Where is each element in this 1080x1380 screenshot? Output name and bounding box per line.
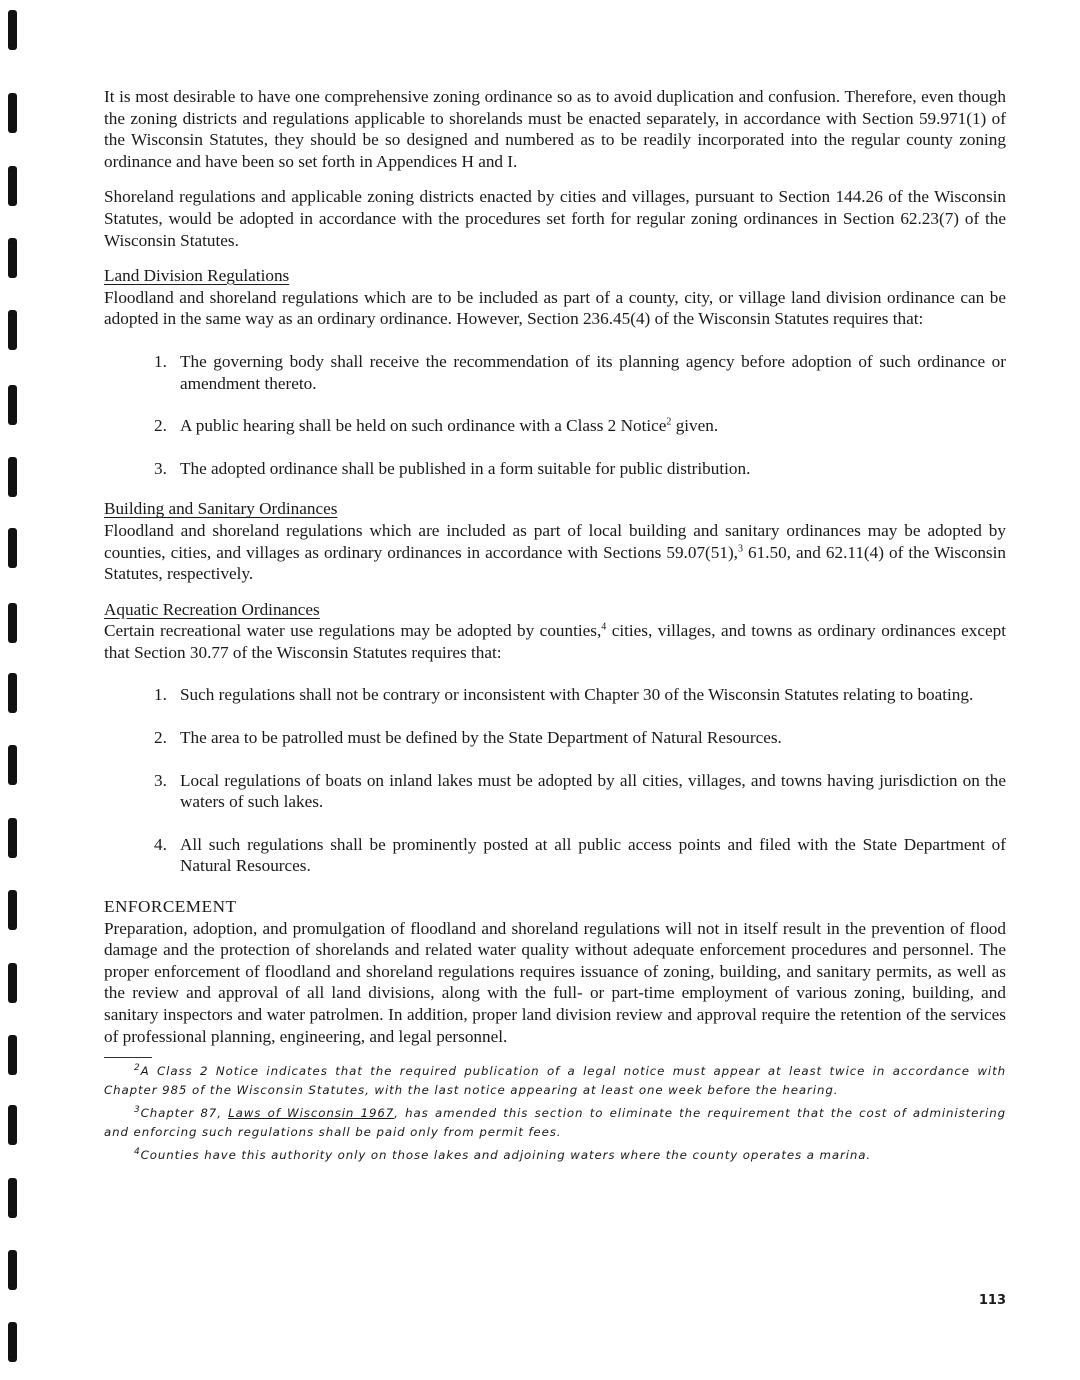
footnote-mark: 3 — [134, 1105, 141, 1116]
footnote-text: , has amended this section to eliminate the requirement that the cost of administering and enforcing such regulations shall be paid only from permit fees. — [104, 1106, 1006, 1140]
list-item — [104, 351, 1006, 394]
footnote — [104, 1104, 1006, 1142]
binding-hole — [8, 1035, 17, 1075]
binding-hole — [8, 673, 17, 713]
binding-hole — [8, 818, 17, 858]
page-number: 113 — [978, 1293, 1006, 1308]
list-text: Such regulations shall not be contrary or inconsistent with Chapter 30 of the Wisconsin Statutes relating to boating. — [180, 685, 974, 705]
list-item — [104, 684, 1006, 706]
aquatic-recreation-section — [104, 599, 1006, 877]
list-text: The area to be patrolled must be defined by the State Department of Natural Resources. — [180, 728, 782, 748]
list-item — [104, 415, 1006, 437]
footnote-ref: 3 — [737, 542, 743, 554]
binding-hole — [8, 310, 17, 350]
list-item — [104, 458, 1006, 480]
building-sanitary-section — [104, 498, 1006, 584]
list-text: Local regulations of boats on inland lakes must be adopted by all cities, villages, and towns having jurisdiction on the waters of such lakes. — [180, 770, 1006, 812]
intro-paragraph: Shoreland regulations and applicable zoning districts enacted by cities and villages, pursuant to Section 144.26 of the Wisconsin Statutes, would be adopted in accordance with the procedures set forth for regular zoning ordinances in Section 62.23(7) of the Wisconsin Statutes. — [104, 187, 1006, 250]
list-number: 2. — [154, 728, 167, 748]
list-number: 4. — [154, 834, 167, 854]
footnote — [104, 1146, 1006, 1165]
requirement-list — [104, 351, 1006, 479]
body-text: 61.50, and 62.11(4) of the Wisconsin Statutes, respectively. — [104, 542, 1006, 584]
intro-paragraph: It is most desirable to have one comprehensive zoning ordinance so as to avoid duplication and confusion. Therefore, even though the zoning districts and regulations applicable to shorelands must be enacted separately, in accordance with Section 59.971(1) of the Wisconsin Statutes, they should be so designed and numbered as to be readily incorporated into the regular county zoning ordinance and have been so set forth in Appendices H and I. — [104, 87, 1006, 171]
section-body — [104, 520, 1006, 585]
list-number: 1. — [154, 351, 167, 371]
list-number: 3. — [154, 770, 167, 790]
binding-hole — [8, 1105, 17, 1145]
body-text: Floodland and shoreland regulations which are included as part of local building and sanitary ordinances may be adopted by counties, cities, and villages as ordinary ordinances in accordance with Sections 59.07(51), — [104, 520, 1006, 562]
list-number: 1. — [154, 685, 167, 705]
section-heading: ENFORCEMENT — [104, 897, 237, 917]
section-heading: Building and Sanitary Ordinances — [104, 499, 338, 519]
binding-holes — [0, 0, 40, 1380]
footnote-ref: 2 — [666, 416, 672, 428]
list-text: The governing body shall receive the recommendation of its planning agency before adoption of such ordinance or amendment thereto. — [180, 351, 1006, 393]
binding-hole — [8, 1250, 17, 1290]
list-item — [104, 770, 1006, 813]
section-body — [104, 620, 1006, 663]
binding-hole — [8, 963, 17, 1003]
section-heading: Land Division Regulations — [104, 266, 290, 286]
binding-hole — [8, 890, 17, 930]
list-text: The adopted ordinance shall be published in a form suitable for public distribution. — [180, 458, 751, 478]
footnote — [104, 1062, 1006, 1100]
section-body: Preparation, adoption, and promulgation of floodland and shoreland regulations will not in itself result in the prevention of flood damage and the protection of shorelands and related water quality without adequate enforcement procedures and personnel. The proper enforcement of floodland and shoreland regulations requires issuance of zoning, building, and sanitary permits, as well as the review and approval of all land divisions, along with the full- or part-time employment of various zoning, building, and sanitary inspectors and water patrolmen. In addition, proper land division review and approval require the retention of the services of professional planning, engineering, and legal personnel. — [104, 918, 1006, 1046]
footnote-mark: 2 — [134, 1063, 141, 1074]
footnote-text: Chapter 87, — [140, 1106, 229, 1121]
body-text: Certain recreational water use regulations may be adopted by counties, — [104, 621, 602, 641]
list-number: 2. — [154, 416, 167, 436]
enforcement-section — [104, 896, 1006, 1047]
section-body: Floodland and shoreland regulations which are to be included as part of a county, city, or village land division ordinance can be adopted in the same way as an ordinary ordinance. However, Section 236.45(4) of the Wisconsin Statutes requires that: — [104, 287, 1006, 329]
footnote-text: Counties have this authority only on those lakes and adjoining waters where the county operates a marina. — [140, 1148, 872, 1163]
document-page — [104, 86, 1006, 1165]
body-text: cities, villages, and towns as ordinary ordinances except that Section 30.77 of the Wisconsin Statutes requires that: — [104, 621, 1006, 662]
footnote-divider — [104, 1057, 152, 1058]
binding-hole — [8, 166, 17, 206]
binding-hole — [8, 603, 17, 643]
footnote-mark: 4 — [134, 1147, 141, 1158]
binding-hole — [8, 93, 17, 133]
list-item — [104, 834, 1006, 877]
footnote-citation: Laws of Wisconsin 1967 — [228, 1106, 395, 1121]
binding-hole — [8, 745, 17, 785]
binding-hole — [8, 10, 17, 50]
binding-hole — [8, 457, 17, 497]
binding-hole — [8, 238, 17, 278]
binding-hole — [8, 1178, 17, 1218]
requirement-list — [104, 684, 1006, 877]
list-number: 3. — [154, 458, 167, 478]
list-text: All such regulations shall be prominently posted at all public access points and filed with the State Department of Natural Resources. — [180, 834, 1006, 876]
binding-hole — [8, 528, 17, 568]
footnote-text: A Class 2 Notice indicates that the required publication of a legal notice must appear at least twice in accordance with Chapter 985 of the Wisconsin Statutes, with the last notice appearing at least one week before the hearing. — [104, 1064, 1006, 1098]
section-heading: Aquatic Recreation Ordinances — [104, 599, 320, 619]
land-division-section — [104, 265, 1006, 479]
binding-hole — [8, 385, 17, 425]
list-text: A public hearing shall be held on such ordinance with a Class 2 Notice — [180, 416, 667, 436]
binding-hole — [8, 1322, 17, 1362]
footnote-ref: 4 — [601, 621, 607, 633]
list-text: given. — [671, 416, 719, 436]
list-item — [104, 727, 1006, 749]
